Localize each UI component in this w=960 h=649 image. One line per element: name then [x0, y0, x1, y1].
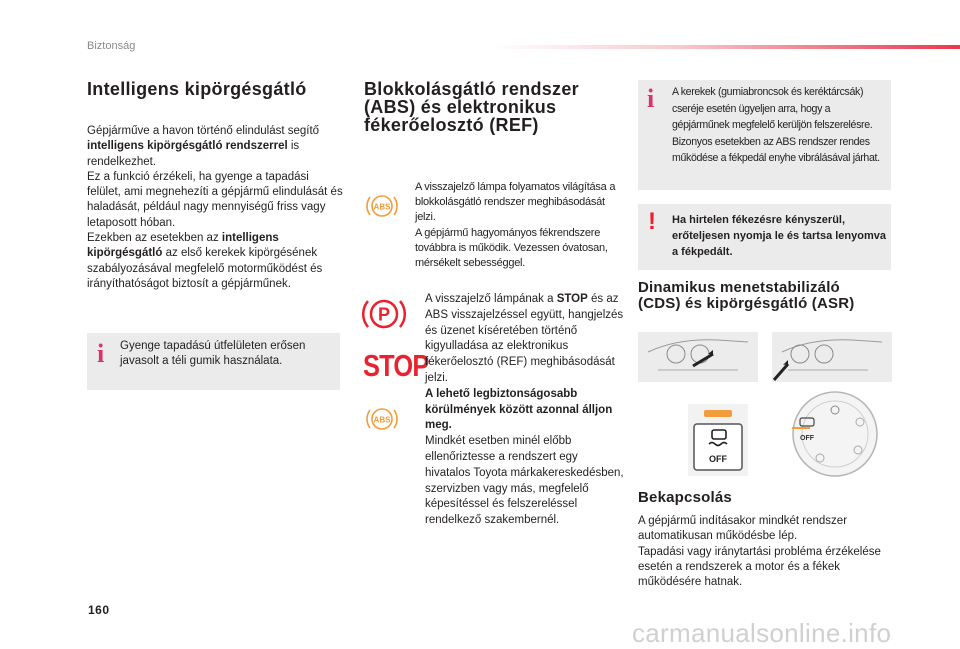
watermark: carmanualsonline.info — [632, 618, 892, 648]
info-box-text: Gyenge tapadású útfelületen erősen javasolt a téli gumik használata. — [120, 340, 306, 367]
stop-warning-icon: STOP — [363, 348, 429, 383]
drive-mode-dial-illustration — [780, 388, 890, 478]
warning-box-text: Ha hirtelen fékezésre kényszerül, erőteljesen nyomja le és tartsa lenyomva a fékpedált. — [672, 214, 886, 258]
intelligent-traction-title: Intelligens kipörgésgátló — [87, 79, 307, 99]
ref-fault-text: A visszajelző lámpának a STOP és az ABS visszajelzéssel együtt, hangjelzés és üzenet kíséretében történő kigyulladása az elektronikus fékerőelosztó (REF) meghibásodását jelzi. A lehető legbiztonságosabb körülmények között azonnal álljon meg. Mindkét esetben minél előbb ellenőriztesse a rendszert egy hivatalos Toyota márkakereskedésben, szervizben vagy más, megfelelő képesítéssel és felszereléssel rendelkező szakembernél. — [425, 293, 624, 527]
info-icon: i — [647, 84, 655, 113]
abs-warning-icon — [364, 403, 400, 435]
svg-text:ABS: ABS — [373, 415, 391, 425]
activation-text: A gépjármű indításakor mindkét rendszer automatikusan működésbe lép. Tapadási vagy iránytartási probléma érzékelése esetén a rendszerek a motor és a fékek működésére hatnak. — [638, 515, 881, 589]
winter-tyre-info-box — [87, 333, 340, 390]
traction-off-button-icon — [688, 404, 748, 476]
abs-warning-icon — [364, 190, 400, 222]
svg-text:P: P — [377, 304, 391, 325]
abs-lamp-text: A visszajelző lámpa folyamatos világítása a blokkolásgátló rendszer meghibásodását jelzi. A gépjármű hagyományos fékrendszere továbbra is működik. Vezessen óvatosan, mérsékelt sebességgel. — [415, 181, 616, 270]
dashboard-illustration — [638, 332, 892, 390]
intelligent-traction-text: Gépjárműve a havon történő elindulást segítő intelligens kipörgésgátló rendszerrel is rendelkezhet. Ez a funkció érzékeli, ha gyenge a tapadási felület, ami megnehezíti a gépjármű elindulását és haladását, például nagy mennyiségű friss vagy letaposott hóban. Ezekben az esetekben az intelligens kipörgésgátló az első kerekek kipörgésének szabályozásával megfelelő motorműködést és irányíthatóságot biztosít a gépjárműnek. — [87, 125, 343, 290]
activation-subtitle: Bekapcsolás — [638, 489, 732, 506]
info-icon: i — [97, 339, 105, 368]
abs-ref-title: Blokkolásgátló rendszer (ABS) és elektronikus fékerőelosztó (REF) — [364, 79, 579, 135]
wheel-change-info-box — [638, 80, 891, 190]
svg-text:OFF: OFF — [800, 435, 814, 442]
section-header: Biztonság — [87, 40, 136, 52]
svg-text:ABS: ABS — [373, 202, 391, 212]
emergency-braking-warning-box — [638, 204, 891, 270]
svg-text:OFF: OFF — [709, 454, 727, 464]
parking-brake-warning-icon — [362, 294, 406, 334]
info-box-text: A kerekek (gumiabroncsok és keréktárcsák) cseréje esetén ügyeljen arra, hogy a gépjárműnek megfelelő kerüljön felszerelésre. Bizonyos esetekben az ABS rendszer rendes működése a fékpedál enyhe vibrálásával járhat. — [672, 86, 880, 164]
cds-asr-title: Dinamikus menetstabilizáló (CDS) és kipörgésgátló (ASR) — [638, 279, 855, 312]
header-accent-line — [490, 45, 960, 49]
warning-icon: ! — [648, 208, 656, 235]
page-number: 160 — [88, 603, 110, 617]
